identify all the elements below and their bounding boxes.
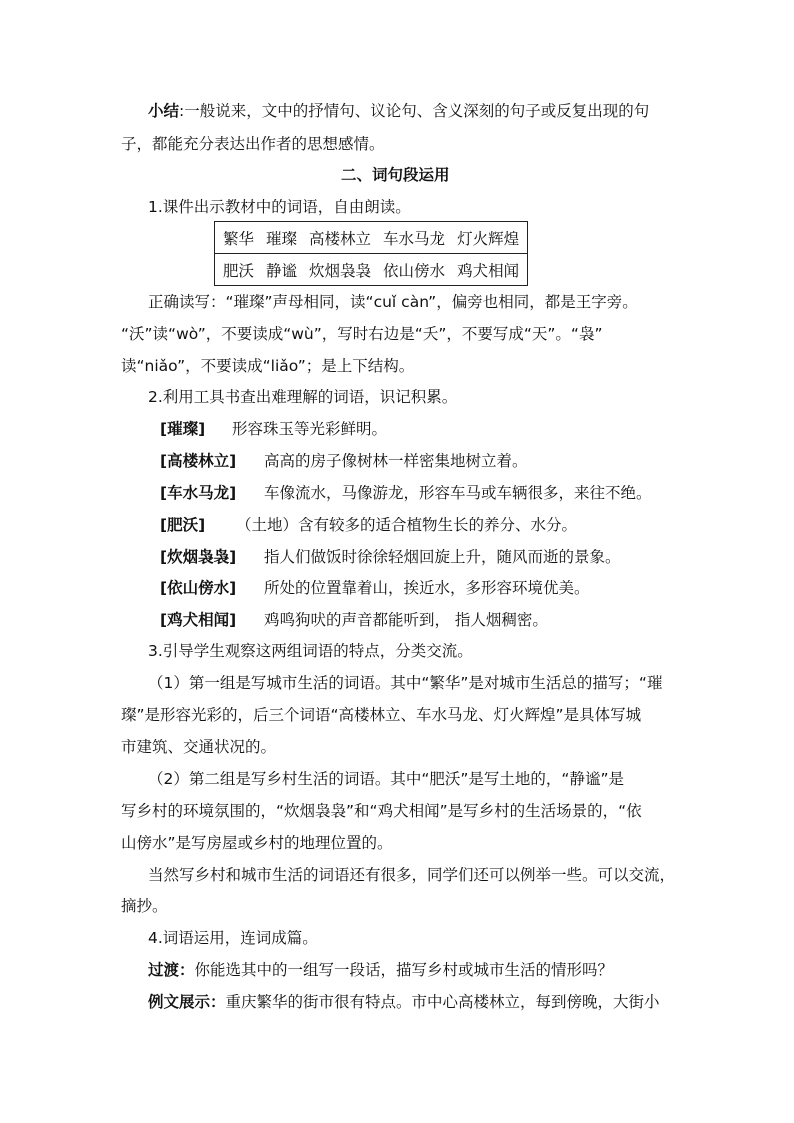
definition-meaning: 所处的位置靠着山，挨近水，多形容环境优美。 <box>264 579 590 597</box>
definition-term: [璀璨] <box>160 420 206 438</box>
item3-p2-line-1: （2）第二组是写乡村生活的词语。其中“肥沃”是写土地的，“静谧”是 <box>148 770 624 788</box>
word: 灯火辉煌 <box>457 229 520 248</box>
reading-line-3: 读“niǎo”，不要读成“liǎo”；是上下结构。 <box>121 357 415 375</box>
word: 高楼林立 <box>309 229 372 248</box>
summary-line-2: 子，都能充分表达出作者的思想感情。 <box>121 135 385 153</box>
word: 繁华 <box>223 229 255 248</box>
definition-item <box>160 419 387 439</box>
summary-text-1: 一般说来，文中的抒情句、议论句、含义深刻的句子或反复出现的句 <box>184 102 650 120</box>
summary-label: 小结 <box>148 102 180 120</box>
item3-text: 3.引导学生观察这两组词语的特点，分类交流。 <box>148 642 473 660</box>
transition-line <box>148 960 613 980</box>
word: 车水马龙 <box>383 229 446 248</box>
definition-term: [高楼林立] <box>160 452 237 470</box>
transition-text: 你能选其中的一组写一段话，描写乡村或城市生活的情形吗？ <box>194 961 614 979</box>
word-table-cell-2 <box>215 254 528 286</box>
definition-term: [车水马龙] <box>160 484 237 502</box>
definition-item <box>160 610 548 630</box>
item3-p3-line-1: 当然写乡村和城市生活的词语还有很多，同学们还可以例举一些。可以交流， <box>148 866 676 884</box>
definition-item <box>160 515 577 535</box>
example-line <box>148 992 660 1012</box>
item3-p1-line-1: （1）第一组是写城市生活的词语。其中“繁华”是对城市生活总的描写；“璀 <box>148 674 663 692</box>
example-label: 例文展示： <box>148 993 226 1011</box>
word: 肥沃 <box>223 261 255 280</box>
definition-item <box>160 578 590 598</box>
item3-p1-line-2: 璨”是形容光彩的，后三个词语“高楼林立、车水马龙、灯火辉煌”是具体写城 <box>121 706 642 724</box>
definition-meaning: 鸡鸣狗吠的声音都能听到， 指人烟稠密。 <box>264 611 548 629</box>
item1-text: 1.课件出示教材中的词语，自由朗读。 <box>148 198 411 216</box>
word: 璀璨 <box>266 229 298 248</box>
word-table-cell-1 <box>215 222 528 254</box>
word-table <box>214 221 528 286</box>
word: 依山傍水 <box>383 261 446 280</box>
definition-meaning: 车像流水，马像游龙，形容车马或车辆很多，来往不绝。 <box>264 484 652 502</box>
definition-term: [依山傍水] <box>160 579 237 597</box>
word: 静谧 <box>266 261 298 280</box>
summary-colon: : <box>179 102 185 120</box>
word-table-row-1 <box>215 222 528 254</box>
item2-text: 2.利用工具书查出难理解的词语，识记积累。 <box>148 388 458 406</box>
reading-line-1: 正确读写：“璀璨”声母相同，读“cuǐ càn”，偏旁也相同，都是王字旁。 <box>148 293 638 311</box>
word-table-row-2 <box>215 254 528 286</box>
item3-p3-line-2: 摘抄。 <box>121 897 168 915</box>
example-text: 重庆繁华的街市很有特点。市中心高楼林立，每到傍晚，大街小 <box>225 993 660 1011</box>
definition-meaning: 形容珠玉等光彩鲜明。 <box>232 420 388 438</box>
definition-item <box>160 547 621 567</box>
reading-line-2: “沃”读“wò”，不要读成“wù”，写时右边是“夭”，不要写成“天”。“袅” <box>121 325 603 343</box>
item3-p2-line-3: 山傍水”是写房屋或乡村的地理位置的。 <box>121 834 393 852</box>
word: 炊烟袅袅 <box>309 261 372 280</box>
definition-term: [炊烟袅袅] <box>160 548 237 566</box>
section-heading: 二、词句段运用 <box>341 166 450 184</box>
definition-term: [肥沃] <box>160 516 206 534</box>
item4-text: 4.词语运用，连词成篇。 <box>148 929 318 947</box>
item3-p2-line-2: 写乡村的环境氛围的，“炊烟袅袅”和“鸡犬相闻”是写乡村的生活场景的，“依 <box>121 802 642 820</box>
word: 鸡犬相闻 <box>457 261 520 280</box>
transition-label: 过渡： <box>148 961 195 979</box>
definition-meaning: 高高的房子像树林一样密集地树立着。 <box>264 452 528 470</box>
definition-meaning: （土地）含有较多的适合植物生长的养分、水分。 <box>236 516 578 534</box>
definition-item <box>160 451 528 471</box>
definition-meaning: 指人们做饭时徐徐轻烟回旋上升，随风而逝的景象。 <box>264 548 621 566</box>
definition-item <box>160 483 652 503</box>
item3-p1-line-3: 市建筑、交通状况的。 <box>121 738 277 756</box>
summary-line-1 <box>148 101 649 121</box>
definition-term: [鸡犬相闻] <box>160 611 237 629</box>
